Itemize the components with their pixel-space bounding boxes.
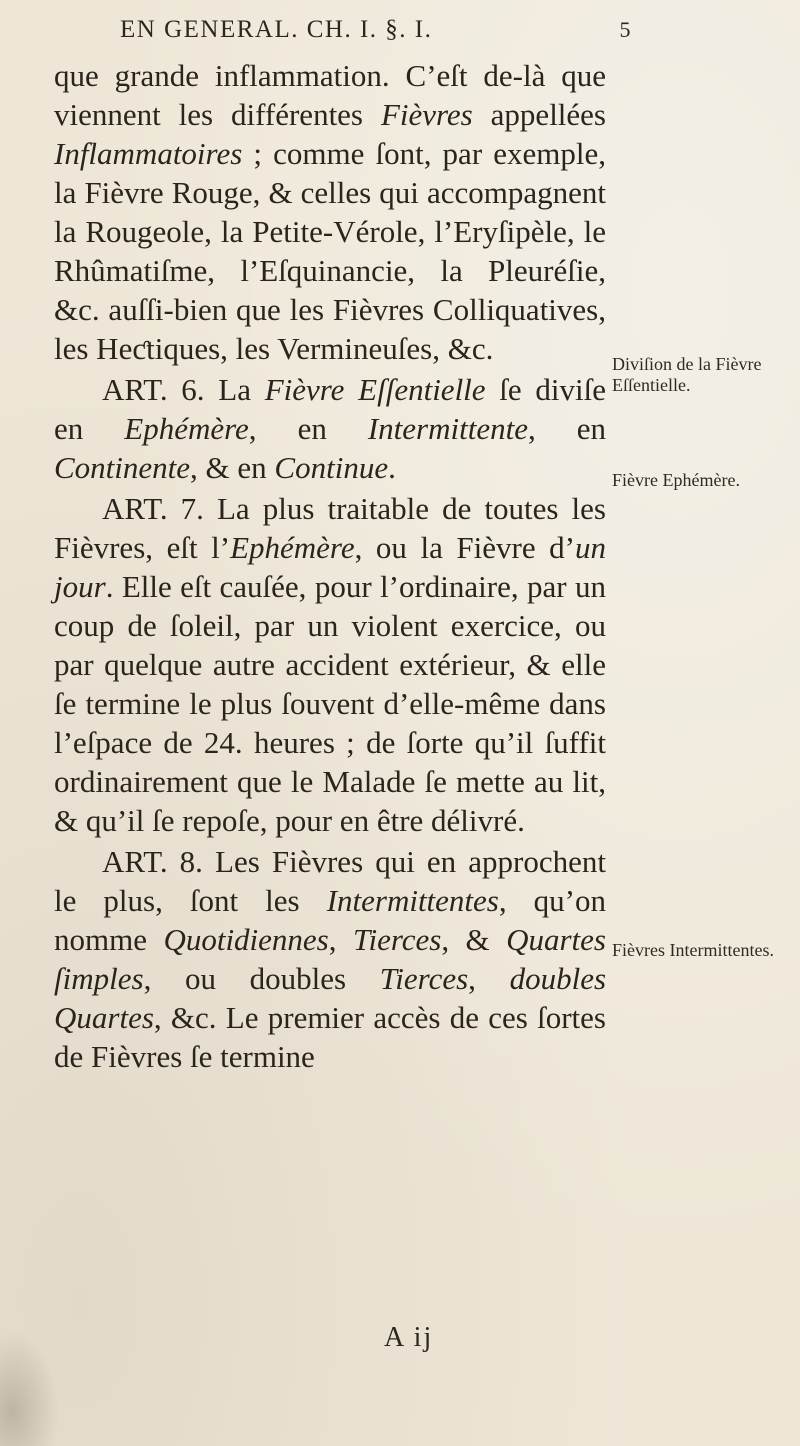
margin-note-ephemeral: Fièvre Ephémère. xyxy=(612,470,740,490)
text-run: doubles Quartes xyxy=(54,961,607,1035)
text-run: . xyxy=(388,450,396,485)
running-title: EN GENERAL. CH. I. §. I. xyxy=(120,16,433,43)
text-run: Continente xyxy=(54,450,191,485)
text-run: un jour xyxy=(54,530,607,604)
text-run: ART. 6. La xyxy=(102,372,265,407)
text-run: , ou la Fièvre d’ xyxy=(354,530,576,565)
signature-mark: 5 xyxy=(619,17,632,42)
text-run: Intermittentes xyxy=(326,883,499,918)
text-run: Ephémère xyxy=(230,530,355,565)
text-run: , en xyxy=(248,411,368,446)
text-run: Tierces xyxy=(352,922,442,957)
text-run: Inflammatoires xyxy=(54,136,243,171)
article-8 xyxy=(54,842,606,1076)
text-run: ART. 8. Les Fièvres qui en approchent le plus, ſont les xyxy=(54,844,606,918)
text-run: appellées xyxy=(472,97,606,132)
text-run: , & en xyxy=(190,450,275,485)
text-run: , qu’on nomme xyxy=(54,883,607,957)
text-run: Fièvres xyxy=(380,97,473,132)
article-6 xyxy=(54,370,606,487)
text-run: ; comme ſont, par exemple, la Fièvre Rouge, & celles qui accompagnent la Rougeole, la Petite-Vérole, l’Eryſipèle, le Rhûmatiſme, l’Eſquinancie, la Pleuréſie, &c. auſſi-bien que les Fièvres Colliquatives, les Heƈtiques, les Vermineuſes, &c. xyxy=(54,136,606,366)
text-run: Quartes ſimples xyxy=(54,922,606,996)
text-run: . Elle eſt cauſée, pour l’ordinaire, par un coup de ſoleil, par un violent exercice, ou par quelque autre accident extérieur, & elle ſe termine le plus ſouvent d’elle-même dans l’eſpace de 24. heures ; de ſorte qu’il ſuffit ordinairement que le Malade ſe mette au lit, & qu’il ſe repoſe, pour en être délivré. xyxy=(54,569,606,838)
running-header xyxy=(120,16,640,44)
text-run: ART. 7. La plus traitable de toutes les Fièvres, eſt l’ xyxy=(54,491,606,565)
article-7 xyxy=(54,489,606,840)
paragraph-inflammatory-fevers xyxy=(54,56,606,368)
page-body xyxy=(54,56,606,1076)
text-run: Ephémère xyxy=(124,411,249,446)
text-run: , xyxy=(468,961,510,996)
text-run: , &c. Le premier accès de ces ſortes de Fièvres ſe termine xyxy=(54,1000,606,1074)
text-run: , & xyxy=(441,922,507,957)
text-run: , en xyxy=(527,411,606,446)
text-run: Intermittente xyxy=(367,411,528,446)
text-run: , xyxy=(328,922,353,957)
text-run: , ou doubles xyxy=(143,961,380,996)
page-stain xyxy=(0,1330,60,1446)
catchword: A ij xyxy=(384,1322,434,1353)
text-run: Tierces xyxy=(379,961,469,996)
margin-note-division: Diviſion de la Fièvre Eſſentielle. xyxy=(612,354,762,395)
text-run: Quotidiennes xyxy=(163,922,329,957)
text-run: que grande inflammation. C’eſt de-là que viennent les différentes xyxy=(54,58,606,132)
margin-note-intermittent: Fièvres Intermittentes. xyxy=(612,940,774,960)
text-run: Continue xyxy=(274,450,389,485)
text-run: Fièvre Eſſentielle xyxy=(264,372,486,407)
text-run: ſe diviſe en xyxy=(54,372,606,446)
